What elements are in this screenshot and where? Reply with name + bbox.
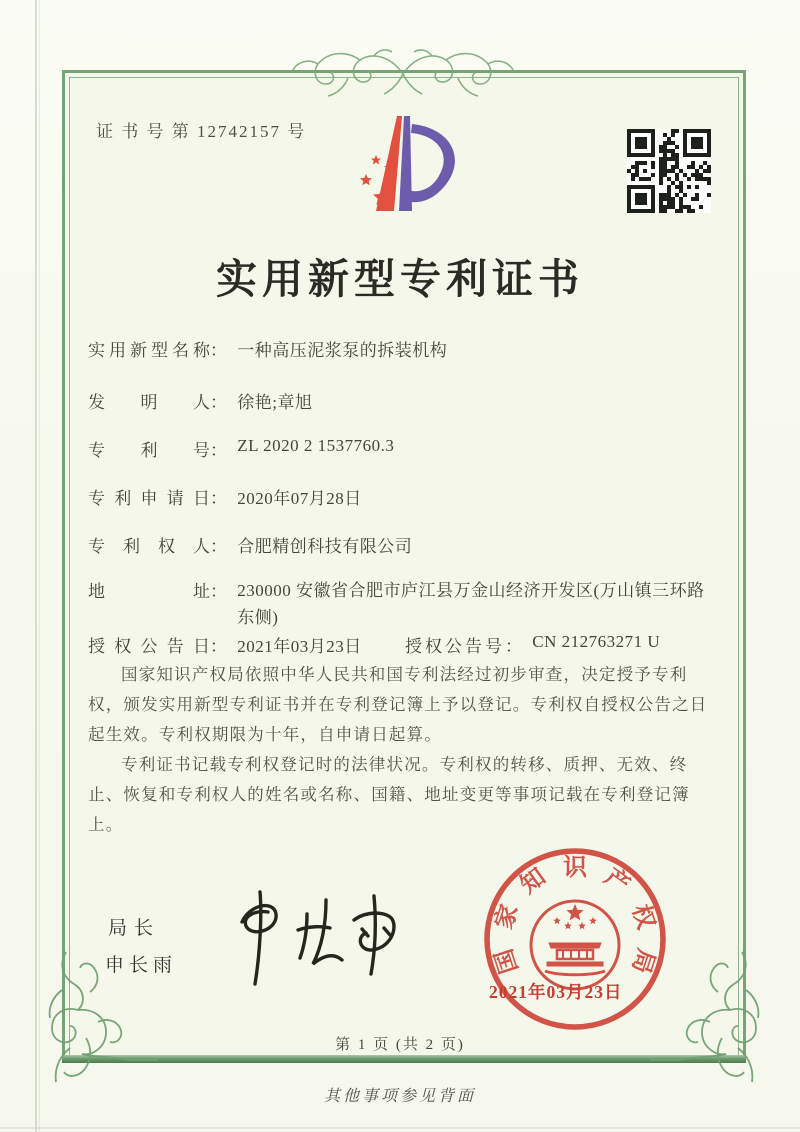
grant-number-pair (405, 632, 660, 657)
scan-bottom-shadow (0, 1127, 800, 1129)
field-label: 实用新型名称 (88, 341, 210, 360)
certificate-title: 实用新型专利证书 (216, 256, 584, 302)
field-value: 徐艳;章旭 (237, 393, 313, 412)
page-number: 第 1 页 (共 2 页) (335, 1037, 465, 1053)
qr-code-icon (627, 129, 711, 213)
field-label: 授权公告日 (88, 637, 210, 656)
legal-paragraph-2: 专利证书记载专利权登记时的法律状况。专利权的转移、质押、无效、终止、恢复和专利权人的姓名或名称、国籍、地址变更等事项记载在专利登记簿上。 (88, 755, 690, 834)
certificate-number: 证 书 号 第 12742157 号 (96, 122, 307, 141)
field-row-inventor (88, 388, 312, 413)
field-colon: ： (210, 441, 227, 460)
seal-date: 2021年03月23日 (489, 982, 623, 1002)
field-value-grant-number: CN 212763271 U (532, 632, 661, 651)
field-colon: ： (210, 537, 227, 556)
field-value: 230000 安徽省合肥市庐江县万金山经济开发区(万山镇三环路东侧) (237, 581, 705, 627)
legal-paragraph-1: 国家知识产权局依照中华人民共和国专利法经过初步审查，决定授予专利权，颁发实用新型专利证书并在专利登记簿上予以登记。专利权自授权公告之日起生效。专利权期限为十年，自申请日起算。 (88, 665, 708, 744)
field-label: 专利权人 (88, 537, 210, 556)
field-label: 地址 (88, 582, 210, 601)
field-row-name (88, 336, 447, 361)
scan-edge-line (35, 0, 37, 1132)
field-value: ZL 2020 2 1537760.3 (237, 436, 395, 455)
legal-text (88, 660, 720, 840)
field-value: 一种高压泥浆泵的拆装机构 (237, 341, 448, 360)
top-flourish-ornament-icon (288, 44, 518, 102)
svg-text:局: 局 (626, 945, 659, 977)
svg-text:家: 家 (491, 901, 524, 933)
field-row-address (88, 577, 715, 631)
field-colon: ： (210, 341, 227, 360)
field-colon: ： (210, 582, 227, 601)
field-value: 合肥精创科技有限公司 (237, 537, 413, 556)
field-row-filing-date (88, 484, 362, 509)
field-row-grant (88, 632, 661, 657)
border-frame-bottom-band (62, 1055, 746, 1063)
field-colon: ： (210, 489, 227, 508)
field-colon: ： (210, 637, 227, 656)
commissioner-name: 申长雨 (105, 955, 178, 976)
field-colon: ： (505, 637, 522, 656)
svg-text:知: 知 (515, 863, 551, 900)
official-seal-icon (479, 843, 671, 1035)
cnipa-logo-icon (336, 108, 468, 230)
national-emblem-icon (531, 901, 619, 989)
field-row-patentee (88, 532, 412, 557)
back-side-note: 其他事项参见背面 (323, 1088, 476, 1105)
commissioner-title: 局长 (108, 918, 161, 939)
svg-text:国: 国 (491, 945, 524, 977)
field-label: 专利申请日 (88, 489, 210, 508)
field-label: 授权公告号 (405, 637, 505, 656)
svg-text:产: 产 (599, 863, 635, 900)
field-label: 发明人 (88, 393, 210, 412)
field-row-patent-number (88, 436, 394, 461)
field-value: 2020年07月28日 (237, 489, 362, 508)
svg-text:识: 识 (563, 855, 587, 881)
handwritten-signature-icon (212, 884, 412, 992)
field-value-grant-date: 2021年03月23日 (237, 637, 362, 656)
field-colon: ： (210, 393, 227, 412)
field-label: 专利号 (88, 441, 210, 460)
svg-text:权: 权 (626, 901, 659, 933)
